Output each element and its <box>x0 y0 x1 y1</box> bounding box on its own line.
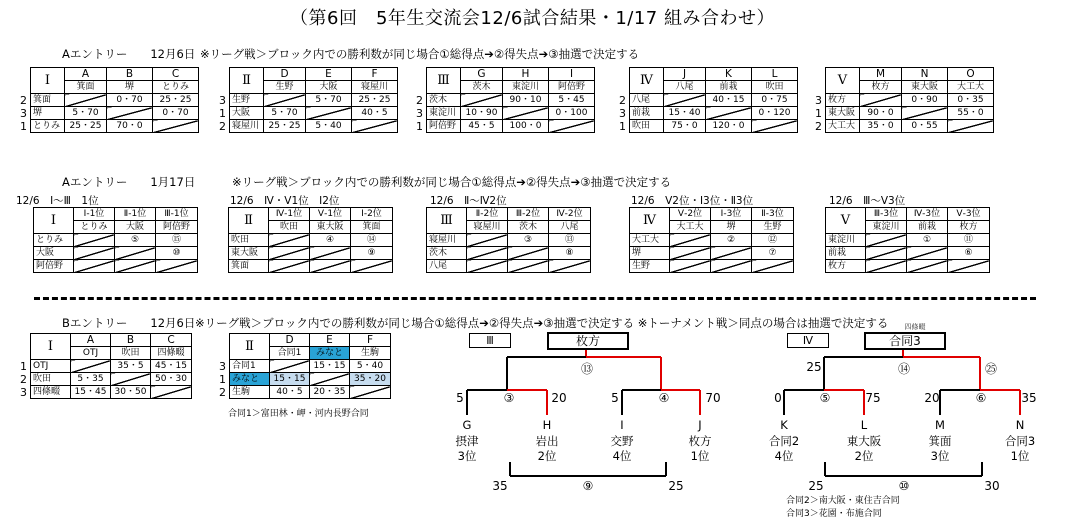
a1-row-team-name: 箕面 <box>31 94 65 107</box>
a1-col-header: H <box>503 68 549 81</box>
a2-table-header: 12/6 Ⅴ2位・Ⅰ3位・Ⅱ3位 <box>631 195 754 207</box>
a1-score-cell: 0・120 <box>752 107 798 120</box>
bracket3-team-rank: 2位 <box>537 449 557 463</box>
bracket3-team-name: 岩出 <box>535 434 559 448</box>
a1-col-team-name: 大阪 <box>306 81 352 94</box>
bracket4-match-b-left-score: 20 <box>924 391 940 405</box>
a2-row-team-name: 東大阪 <box>229 247 269 260</box>
a2-table-header: 12/6 Ⅰ～Ⅲ 1位 <box>16 195 99 207</box>
b-table-roman-numeral: Ⅱ <box>230 334 270 360</box>
b-col-team-name: みなと <box>310 347 350 360</box>
a2-col-team-name: 前栽 <box>907 221 948 234</box>
a2-col-team-name: 寝屋川 <box>467 221 508 234</box>
a2-col-header: Ⅰ-1位 <box>74 208 115 221</box>
a2-score-cell: ⑨ <box>351 247 393 260</box>
bracket3-third-match: ⑨ <box>582 479 594 493</box>
a2-table-header: 12/6 Ⅱ～Ⅳ2位 <box>430 195 507 207</box>
bracket3-team-rank: 1位 <box>690 449 710 463</box>
bracket4-match-a-right-score: 75 <box>865 391 881 405</box>
page-title: （第6回 5年生交流会12/6試合結果・1/17 組み合わせ） <box>290 8 775 29</box>
a2-col-header: Ⅲ-3位 <box>866 208 907 221</box>
a1-score-cell: 25・25 <box>153 94 199 107</box>
b-score-cell: 45・15 <box>151 360 192 373</box>
bracket3-team-name: 交野 <box>610 434 634 448</box>
a2-col-team-name: 大阪 <box>115 221 156 234</box>
a1-col-team-name: 吹田 <box>752 81 798 94</box>
bracket4-note-1: 合同2＞南大阪・東住吉合同 <box>786 496 900 506</box>
a1-score-cell: 40・5 <box>352 107 398 120</box>
bracket4-team-name: 東大阪 <box>846 434 882 448</box>
a1-score-cell: 90・10 <box>503 94 549 107</box>
a2-row-team-name: 八尾 <box>427 260 467 273</box>
a1-col-header: B <box>107 68 153 81</box>
a2-score-cell: ⑪ <box>948 234 990 247</box>
bracket3-third-right-score: 25 <box>668 479 684 493</box>
a1-row-team-name: 吹田 <box>630 120 664 133</box>
a1-col-header: N <box>902 68 948 81</box>
a1-score-cell: 100・0 <box>503 120 549 133</box>
b-score-cell: 15・45 <box>71 386 111 399</box>
a1-rank-number: 3 <box>619 107 626 120</box>
a2-col-header: Ⅴ-3位 <box>948 208 990 221</box>
a1-score-cell: 120・0 <box>706 120 752 133</box>
b-col-team-name: 合同1 <box>270 347 310 360</box>
a1-score-cell: 0・55 <box>902 120 948 133</box>
b-row-team-name: みなと <box>230 373 270 386</box>
b-col-header: D <box>270 334 310 347</box>
a1-row-team-name: 大阪 <box>230 107 264 120</box>
a2-table-roman-numeral: Ⅱ <box>229 208 269 234</box>
bracket4-third-left-score: 25 <box>808 479 824 493</box>
a1-col-team-name: 前栽 <box>706 81 752 94</box>
a1-score-cell: 45・5 <box>461 120 503 133</box>
a1-table-roman-numeral: Ⅱ <box>230 68 264 94</box>
b-rank-number: 1 <box>20 360 27 373</box>
bracket3-label: Ⅲ <box>469 333 511 348</box>
a1-table-roman-numeral: Ⅰ <box>31 68 65 94</box>
a1-col-team-name: 茨木 <box>461 81 503 94</box>
bracket4-team-rank: 2位 <box>854 449 874 463</box>
a2-col-team-name: 東淀川 <box>866 221 907 234</box>
a1-row-team-name: 阿倍野 <box>427 120 461 133</box>
a1-table-roman-numeral: Ⅳ <box>630 68 664 94</box>
a2-row-team-name: とりみ <box>34 234 74 247</box>
bracket3-match-a-right-score: 20 <box>551 391 567 405</box>
a1-rank-number: 1 <box>815 107 822 120</box>
bracket3-final-match: ⑬ <box>580 362 593 376</box>
bracket4-match-a-left-score: 0 <box>774 391 782 405</box>
a1-row-team-name: 茨木 <box>427 94 461 107</box>
a1-rank-number: 3 <box>219 94 226 107</box>
a1-rank-number: 2 <box>815 120 822 133</box>
a1-row-team-name: 八尾 <box>630 94 664 107</box>
a1-col-header: M <box>860 68 902 81</box>
a2-col-team-name: 東大阪 <box>310 221 351 234</box>
section-b-note: ※リーグ戦＞ブロック内での勝利数が同じ場合①総得点➔②得失点➔③抽選で決定する ※トーナメント戦＞同点の場合は抽選で決定する <box>195 316 889 330</box>
a1-rank-number: 1 <box>20 120 27 133</box>
a1-col-header: L <box>752 68 798 81</box>
a2-row-team-name: 大工大 <box>630 234 670 247</box>
bracket4-team-name: 箕面 <box>928 434 952 448</box>
bracket3-third-left-score: 35 <box>492 479 508 493</box>
a1-col-team-name: 寝屋川 <box>352 81 398 94</box>
a2-score-cell: ⑬ <box>549 234 591 247</box>
a1-row-team-name: 生野 <box>230 94 264 107</box>
bracket3-team-name: 枚方 <box>688 434 712 448</box>
a1-score-cell: 25・25 <box>352 94 398 107</box>
a1-rank-number: 2 <box>416 94 423 107</box>
a1-row-team-name: 寝屋川 <box>230 120 264 133</box>
a1-score-cell: 0・90 <box>902 94 948 107</box>
a1-col-team-name: 生野 <box>264 81 306 94</box>
b-score-cell: 5・35 <box>71 373 111 386</box>
bracket4-team-letter: M <box>935 418 945 432</box>
a1-score-cell: 25・25 <box>264 120 306 133</box>
bracket4-team-rank: 4位 <box>774 449 794 463</box>
a2-col-team-name: 阿倍野 <box>156 221 198 234</box>
a2-col-team-name: 八尾 <box>549 221 591 234</box>
a2-col-header: Ⅳ-1位 <box>269 208 310 221</box>
a1-table-roman-numeral: Ⅴ <box>826 68 860 94</box>
a2-table-roman-numeral: Ⅴ <box>826 208 866 234</box>
a2-row-team-name: 前栽 <box>826 247 866 260</box>
bracket4-match-b: ⑥ <box>975 391 987 405</box>
bracket3-team-letter: G <box>462 418 472 432</box>
b-col-team-name: OTJ <box>71 347 111 360</box>
a1-col-header: E <box>306 68 352 81</box>
a1-col-header: C <box>153 68 199 81</box>
a2-col-team-name: 生野 <box>752 221 794 234</box>
section-a2-note: ※リーグ戦＞ブロック内での勝利数が同じ場合①総得点➔②得失点➔③抽選で決定する <box>232 175 672 189</box>
a1-col-header: D <box>264 68 306 81</box>
a2-table-header: 12/6 Ⅳ・Ⅴ1位 Ⅰ2位 <box>230 195 340 207</box>
a1-col-team-name: 八尾 <box>664 81 706 94</box>
bracket3-match-a: ③ <box>503 391 515 405</box>
a1-row-team-name: 枚方 <box>826 94 860 107</box>
a2-table-roman-numeral: Ⅳ <box>630 208 670 234</box>
a2-row-team-name: 吹田 <box>229 234 269 247</box>
a2-col-header: Ⅰ-2位 <box>351 208 393 221</box>
a1-score-cell: 0・75 <box>752 94 798 107</box>
a1-table-roman-numeral: Ⅲ <box>427 68 461 94</box>
a2-col-header: Ⅱ-2位 <box>467 208 508 221</box>
a1-score-cell: 5・40 <box>306 120 352 133</box>
b-col-header: C <box>151 334 192 347</box>
a2-row-team-name: 生野 <box>630 260 670 273</box>
b-col-header: F <box>350 334 391 347</box>
bracket4-label: Ⅳ <box>787 333 829 348</box>
bracket3-team-rank: 3位 <box>457 449 477 463</box>
a1-score-cell: 10・90 <box>461 107 503 120</box>
bracket4-note-2: 合同3＞花園・布施合同 <box>786 509 882 519</box>
b-score-cell: 30・50 <box>111 386 151 399</box>
a2-col-header: Ⅱ-1位 <box>115 208 156 221</box>
a1-rank-number: 3 <box>815 94 822 107</box>
a2-row-team-name: 寝屋川 <box>427 234 467 247</box>
bracket3-team-letter: H <box>542 418 552 432</box>
a1-col-header: A <box>65 68 107 81</box>
a1-score-cell: 25・25 <box>65 120 107 133</box>
a2-col-team-name: とりみ <box>74 221 115 234</box>
b-col-team-name: 四條畷 <box>151 347 192 360</box>
a2-score-cell: ⑫ <box>752 234 794 247</box>
a2-row-team-name: 東淀川 <box>826 234 866 247</box>
bracket4-final-right-score: ㉕ <box>984 362 997 376</box>
a1-col-team-name: 箕面 <box>65 81 107 94</box>
bracket3-winner-box: 枚方 <box>547 332 629 350</box>
a2-table-header: 12/6 Ⅲ～Ⅴ3位 <box>829 195 906 207</box>
a2-col-header: Ⅳ-3位 <box>907 208 948 221</box>
a2-score-cell: ⑤ <box>115 234 156 247</box>
a2-col-team-name: 吹田 <box>269 221 310 234</box>
a2-col-team-name: 枚方 <box>948 221 990 234</box>
b-score-cell: 50・30 <box>151 373 192 386</box>
bracket4-team-letter: K <box>780 418 788 432</box>
bracket4-final-left-score: 25 <box>806 360 822 374</box>
a2-col-header: Ⅱ-3位 <box>752 208 794 221</box>
b-score-cell: 40・5 <box>270 386 310 399</box>
a2-score-cell: ③ <box>508 234 549 247</box>
a2-col-header: Ⅴ-1位 <box>310 208 351 221</box>
a1-col-team-name: 東淀川 <box>503 81 549 94</box>
a1-score-cell: 70・0 <box>107 120 153 133</box>
b-row-team-name: 合同1 <box>230 360 270 373</box>
a1-col-header: O <box>948 68 994 81</box>
bracket4-final-match: ⑭ <box>897 362 910 376</box>
b-col-team-name: 吹田 <box>111 347 151 360</box>
section-a2-label: Aエントリー 1月17日 <box>62 175 196 189</box>
a2-score-cell: ⑦ <box>752 247 794 260</box>
a1-score-cell: 40・15 <box>706 94 752 107</box>
a1-col-header: I <box>549 68 595 81</box>
a1-score-cell: 0・70 <box>153 107 199 120</box>
a2-score-cell: ⑧ <box>549 247 591 260</box>
b-score-cell: 35・20 <box>350 373 391 386</box>
a2-col-header: Ⅴ-2位 <box>670 208 711 221</box>
b-col-header: B <box>111 334 151 347</box>
a1-rank-number: 3 <box>416 107 423 120</box>
bracket4-team-rank: 3位 <box>930 449 950 463</box>
bracket4-third-right-score: 30 <box>984 479 1000 493</box>
a1-score-cell: 55・0 <box>948 107 994 120</box>
a2-row-team-name: 枚方 <box>826 260 866 273</box>
a2-table-roman-numeral: Ⅰ <box>34 208 74 234</box>
bracket3-team-rank: 4位 <box>612 449 632 463</box>
b-rank-number: 3 <box>219 360 226 373</box>
a2-score-cell: ④ <box>310 234 351 247</box>
bracket4-match-b-right-score: 35 <box>1021 391 1037 405</box>
a1-score-cell: 90・0 <box>860 107 902 120</box>
a2-col-header: Ⅳ-2位 <box>549 208 591 221</box>
a2-col-header: Ⅰ-3位 <box>711 208 752 221</box>
a2-score-cell: ⑩ <box>156 247 198 260</box>
a1-col-team-name: 阿倍野 <box>549 81 595 94</box>
b-score-cell: 20・35 <box>310 386 350 399</box>
bracket4-team-name: 合同2 <box>768 434 800 448</box>
bracket4-team-rank: 1位 <box>1010 449 1030 463</box>
a2-score-cell: ② <box>711 234 752 247</box>
bracket4-third-match: ⑩ <box>898 479 910 493</box>
section-b-label: Bエントリー 12月6日 <box>62 316 196 330</box>
b-rank-number: 3 <box>20 386 27 399</box>
a2-col-team-name: 大工大 <box>670 221 711 234</box>
a1-score-cell: 0・70 <box>107 94 153 107</box>
bracket3-match-b-left-score: 5 <box>611 391 619 405</box>
a1-rank-number: 2 <box>619 94 626 107</box>
a1-row-team-name: とりみ <box>31 120 65 133</box>
a1-col-header: K <box>706 68 752 81</box>
b-score-cell: 35・5 <box>111 360 151 373</box>
a1-score-cell: 35・0 <box>860 120 902 133</box>
a2-row-team-name: 大阪 <box>34 247 74 260</box>
b-score-cell: 15・15 <box>310 360 350 373</box>
a1-score-cell: 5・70 <box>65 107 107 120</box>
a1-col-header: G <box>461 68 503 81</box>
a2-col-header: Ⅲ-2位 <box>508 208 549 221</box>
section-a1-label: Aエントリー 12月6日 <box>62 47 196 61</box>
bracket4-team-name: 合同3 <box>1004 434 1036 448</box>
bracket3-team-name: 摂津 <box>455 434 479 448</box>
a1-col-header: J <box>664 68 706 81</box>
b-col-team-name: 生駒 <box>350 347 391 360</box>
b-col-header: A <box>71 334 111 347</box>
a1-row-team-name: 大工大 <box>826 120 860 133</box>
b-score-cell: 5・40 <box>350 360 391 373</box>
a1-col-team-name: 大工大 <box>948 81 994 94</box>
b-rank-number: 2 <box>20 373 27 386</box>
a2-col-team-name: 箕面 <box>351 221 393 234</box>
a2-score-cell: ⑥ <box>948 247 990 260</box>
a1-rank-number: 2 <box>219 120 226 133</box>
a1-col-team-name: 堺 <box>107 81 153 94</box>
bracket3-team-letter: J <box>698 418 702 432</box>
a1-rank-number: 2 <box>20 94 27 107</box>
a1-row-team-name: 東淀川 <box>427 107 461 120</box>
bracket3-match-b-right-score: 70 <box>705 391 721 405</box>
a1-score-cell: 5・70 <box>306 94 352 107</box>
a1-col-team-name: 東大阪 <box>902 81 948 94</box>
bracket3-team-letter: I <box>620 418 624 432</box>
a1-row-team-name: 堺 <box>31 107 65 120</box>
section-a1-note: ※リーグ戦＞ブロック内での勝利数が同じ場合①総得点➔②得失点➔③抽選で決定する <box>200 47 640 61</box>
a2-row-team-name: 箕面 <box>229 260 269 273</box>
bracket4-winner-box: 合同3 <box>864 332 946 350</box>
bracket4-match-a: ⑤ <box>819 391 831 405</box>
a1-rank-number: 3 <box>20 107 27 120</box>
a1-score-cell: 0・100 <box>549 107 595 120</box>
a1-col-team-name: とりみ <box>153 81 199 94</box>
b-rank-number: 2 <box>219 386 226 399</box>
a1-score-cell: 15・40 <box>664 107 706 120</box>
a1-rank-number: 1 <box>219 107 226 120</box>
a1-rank-number: 1 <box>619 120 626 133</box>
a2-row-team-name: 阿倍野 <box>34 260 74 273</box>
b-row-team-name: OTJ <box>31 360 71 373</box>
bracket4-winner-overprint: 四條畷 <box>904 323 926 331</box>
bracket3-match-b: ④ <box>658 391 670 405</box>
b-table-roman-numeral: Ⅰ <box>31 334 71 360</box>
a1-score-cell: 75・0 <box>664 120 706 133</box>
a2-col-team-name: 茨木 <box>508 221 549 234</box>
a2-score-cell: ⑮ <box>156 234 198 247</box>
a2-score-cell: ⑭ <box>351 234 393 247</box>
a1-col-header: F <box>352 68 398 81</box>
bracket4-team-letter: L <box>860 418 868 432</box>
a2-col-header: Ⅲ-1位 <box>156 208 198 221</box>
a2-row-team-name: 堺 <box>630 247 670 260</box>
a1-rank-number: 1 <box>416 120 423 133</box>
a1-score-cell: 5・70 <box>264 107 306 120</box>
a1-score-cell: 0・35 <box>948 94 994 107</box>
bracket3-match-a-left-score: 5 <box>456 391 464 405</box>
b-score-cell: 15・15 <box>270 373 310 386</box>
a1-col-team-name: 枚方 <box>860 81 902 94</box>
a2-score-cell: ① <box>907 234 948 247</box>
bracket4-team-letter: N <box>1015 418 1025 432</box>
a1-row-team-name: 東大阪 <box>826 107 860 120</box>
b-rank-number: 1 <box>219 373 226 386</box>
b-row-team-name: 四條畷 <box>31 386 71 399</box>
a1-score-cell: 5・45 <box>549 94 595 107</box>
b-row-team-name: 吹田 <box>31 373 71 386</box>
a1-row-team-name: 前栽 <box>630 107 664 120</box>
b-row-team-name: 生駒 <box>230 386 270 399</box>
b-joint-team-note: 合同1＞富田林・岬・河内長野合同 <box>228 409 369 419</box>
a2-col-team-name: 堺 <box>711 221 752 234</box>
a2-table-roman-numeral: Ⅲ <box>427 208 467 234</box>
b-col-header: E <box>310 334 350 347</box>
a2-row-team-name: 茨木 <box>427 247 467 260</box>
